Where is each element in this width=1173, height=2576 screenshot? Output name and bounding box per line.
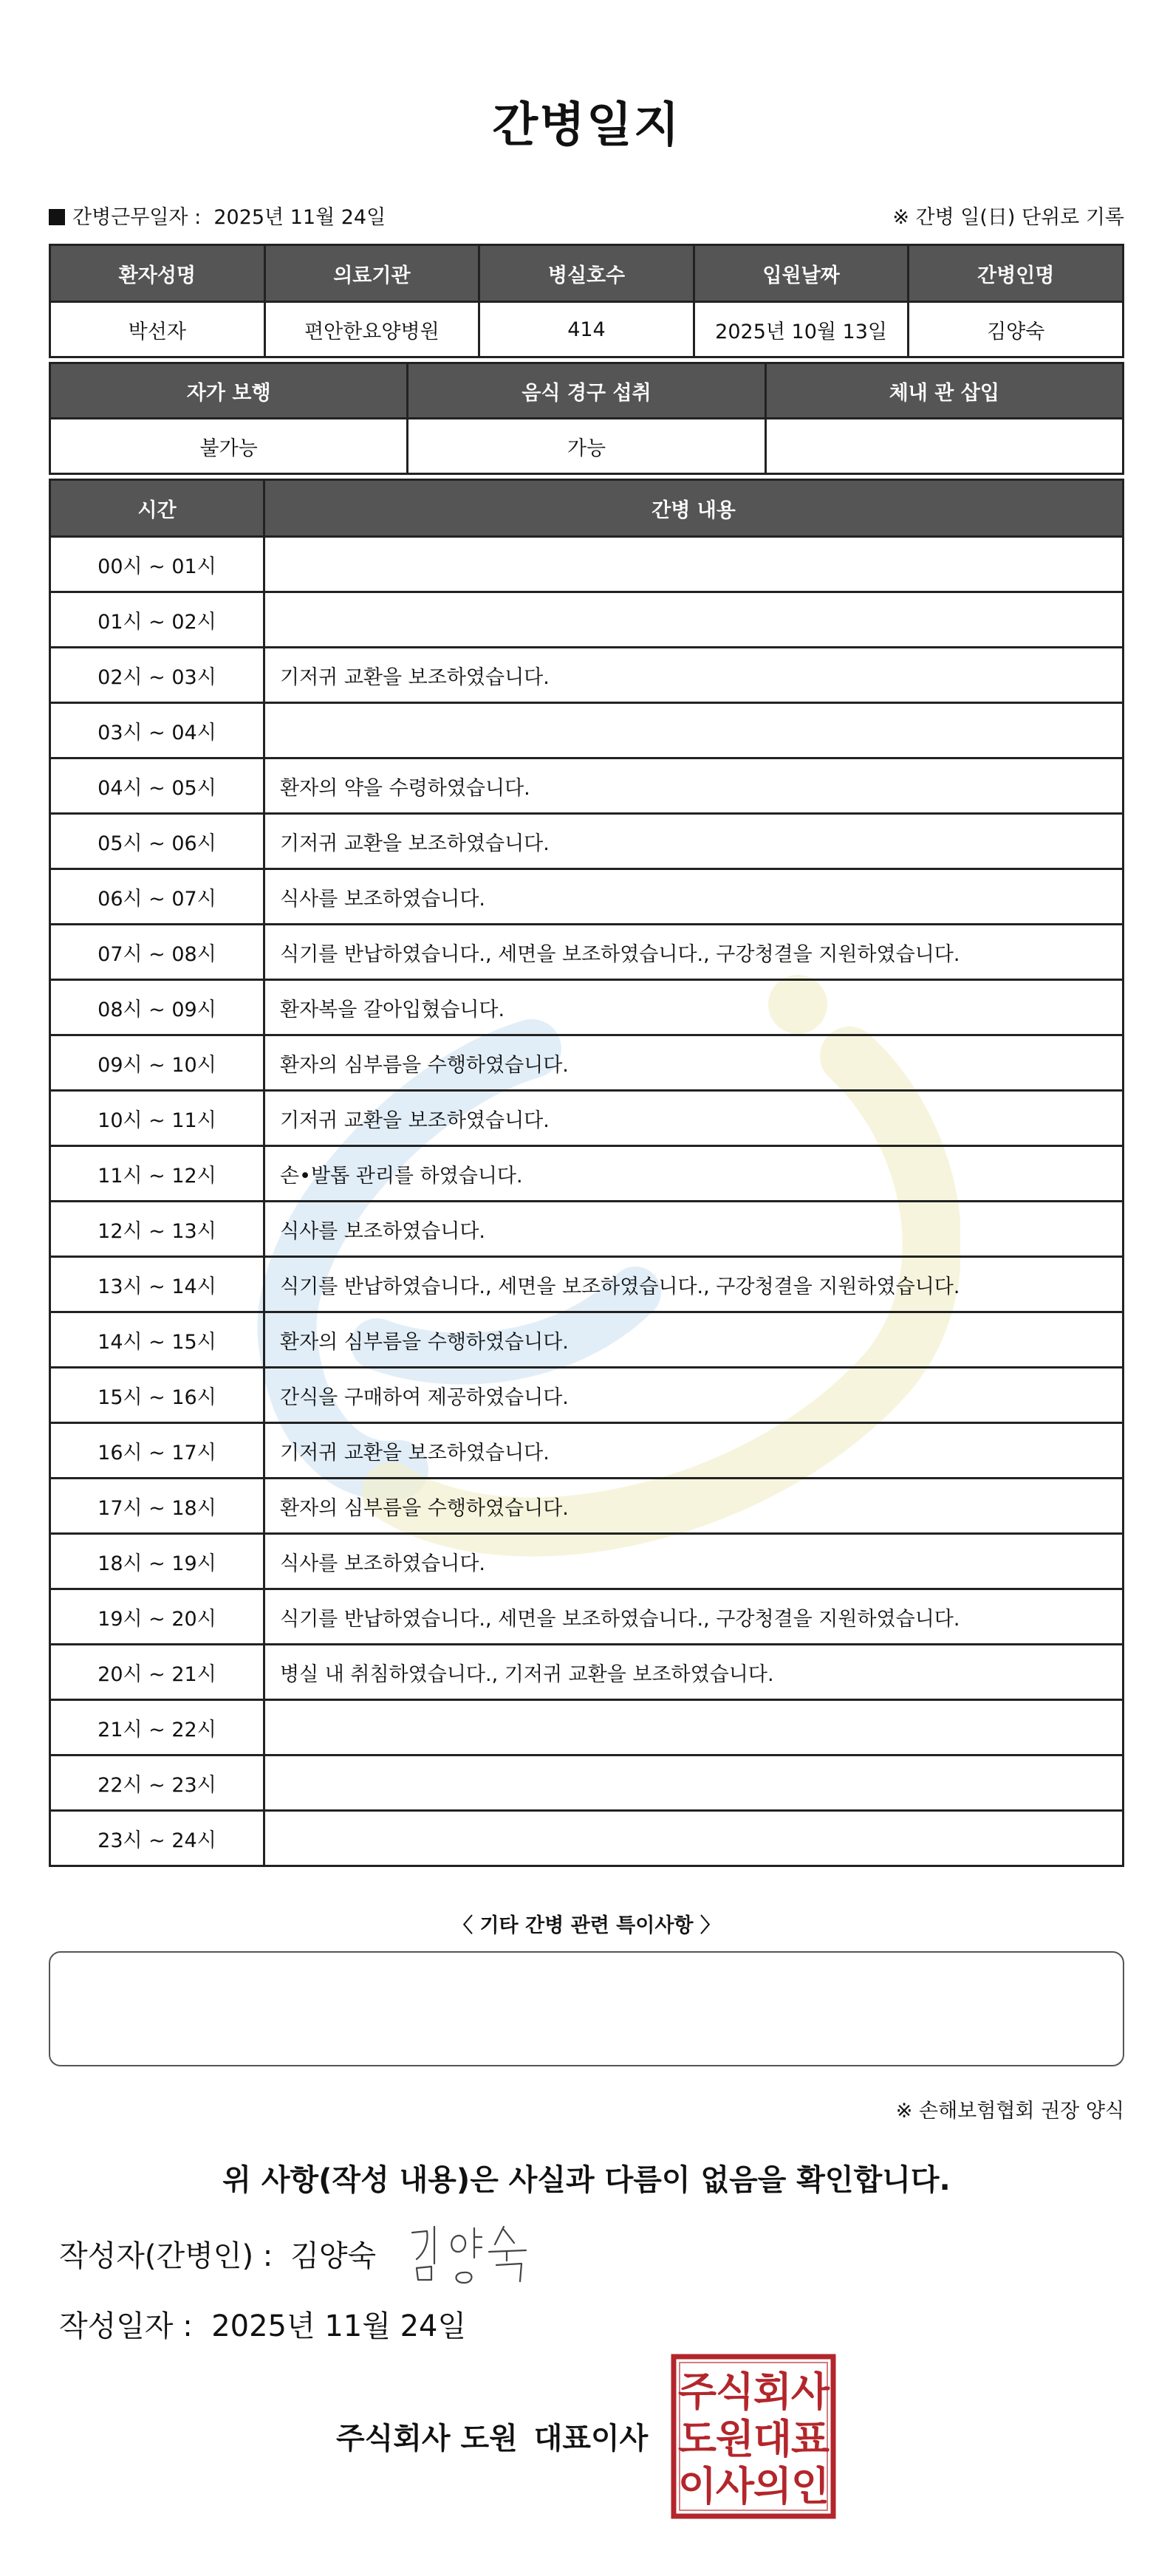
seal-glyph: 회 <box>753 2368 793 2415</box>
log-content-cell: 식사를 보조하였습니다. <box>264 869 1124 925</box>
unit-note: ※ 간병 일(日) 단위로 기록 <box>892 206 1124 229</box>
seal-glyph: 이 <box>677 2463 717 2510</box>
self-walking-cell: 불가능 <box>50 419 408 474</box>
patient-status-table <box>49 362 1124 475</box>
seal-glyph: 주 <box>677 2368 717 2415</box>
special-notes-box <box>49 1951 1124 2066</box>
header-tube-insertion: 체내 관 삽입 <box>765 363 1123 419</box>
form-recommendation-note: ※ 손해보험협회 권장 양식 <box>895 2100 1124 2123</box>
log-content-cell: 식기를 반납하였습니다., 세면을 보조하였습니다., 구강청결을 지원하였습니다. <box>264 925 1124 980</box>
log-row <box>50 758 1124 814</box>
header-caregiver-name: 간병인명 <box>909 245 1124 302</box>
log-row <box>50 1312 1124 1368</box>
log-row <box>50 537 1124 592</box>
log-time-cell: 05시 ~ 06시 <box>50 814 264 869</box>
handwritten-signature <box>406 2219 547 2286</box>
header-admission-date: 입원날짜 <box>694 245 909 302</box>
written-date-line <box>59 2303 466 2345</box>
log-row <box>50 703 1124 758</box>
log-content-cell: 식기를 반납하였습니다., 세면을 보조하였습니다., 구강청결을 지원하였습니다. <box>264 1589 1124 1645</box>
log-row <box>50 1091 1124 1146</box>
company-seal-stamp <box>669 2352 838 2521</box>
header-room: 병실호수 <box>479 245 694 302</box>
log-row <box>50 1811 1124 1866</box>
tube-insertion-cell <box>765 419 1123 474</box>
square-bullet-icon <box>49 209 65 225</box>
log-time-cell: 02시 ~ 03시 <box>50 648 264 703</box>
log-time-cell: 10시 ~ 11시 <box>50 1091 264 1146</box>
log-time-cell: 16시 ~ 17시 <box>50 1423 264 1479</box>
document-title: 간병일지 <box>492 98 681 153</box>
log-time-cell: 17시 ~ 18시 <box>50 1479 264 1534</box>
special-notes-title: 〈 기타 간병 관련 특이사항 〉 <box>453 1914 720 1937</box>
log-time-cell: 19시 ~ 20시 <box>50 1589 264 1645</box>
log-row <box>50 1146 1124 1202</box>
hospital-cell: 편안한요양병원 <box>264 302 479 357</box>
log-row <box>50 1645 1124 1700</box>
log-row <box>50 1423 1124 1479</box>
status-value-row <box>50 419 1124 474</box>
log-time-cell: 00시 ~ 01시 <box>50 537 264 592</box>
log-content-cell: 병실 내 취침하였습니다., 기저귀 교환을 보조하였습니다. <box>264 1645 1124 1700</box>
written-date-label: 작성일자 : <box>59 2309 193 2343</box>
log-time-cell: 11시 ~ 12시 <box>50 1146 264 1202</box>
room-cell: 414 <box>479 302 694 357</box>
seal-glyph: 의 <box>753 2463 793 2510</box>
header-patient-name: 환자성명 <box>50 245 265 302</box>
work-date-value: 2025년 11월 24일 <box>213 206 386 229</box>
caregiver-name-cell: 김양숙 <box>909 302 1124 357</box>
log-time-cell: 13시 ~ 14시 <box>50 1257 264 1312</box>
log-row <box>50 925 1124 980</box>
representative-title: 대표이사 <box>533 2422 649 2456</box>
log-content-cell: 환자의 약을 수령하였습니다. <box>264 758 1124 814</box>
log-time-cell: 23시 ~ 24시 <box>50 1811 264 1866</box>
writer-label: 작성자(간병인) : <box>59 2239 273 2273</box>
log-time-cell: 03시 ~ 04시 <box>50 703 264 758</box>
log-content-cell: 기저귀 교환을 보조하였습니다. <box>264 1091 1124 1146</box>
log-body <box>50 537 1124 1866</box>
log-content-cell: 기저귀 교환을 보조하였습니다. <box>264 814 1124 869</box>
log-row <box>50 869 1124 925</box>
log-content-cell: 환자의 심부름을 수행하였습니다. <box>264 1479 1124 1534</box>
header-content: 간병 내용 <box>264 480 1124 537</box>
log-time-cell: 15시 ~ 16시 <box>50 1368 264 1423</box>
header-self-walking: 자가 보행 <box>50 363 408 419</box>
log-row <box>50 814 1124 869</box>
log-time-cell: 20시 ~ 21시 <box>50 1645 264 1700</box>
hourly-log-table <box>49 479 1124 1867</box>
log-row <box>50 1755 1124 1811</box>
seal-glyph: 인 <box>790 2463 830 2510</box>
status-header-row <box>50 363 1124 419</box>
log-content-cell: 식사를 보조하였습니다. <box>264 1202 1124 1257</box>
log-row <box>50 648 1124 703</box>
log-time-cell: 08시 ~ 09시 <box>50 980 264 1035</box>
log-time-cell: 12시 ~ 13시 <box>50 1202 264 1257</box>
log-row <box>50 1202 1124 1257</box>
log-row <box>50 1700 1124 1755</box>
header-time: 시간 <box>50 480 264 537</box>
log-row <box>50 980 1124 1035</box>
seal-glyph: 대 <box>753 2416 793 2462</box>
log-content-cell <box>264 1811 1124 1866</box>
log-row <box>50 1035 1124 1091</box>
patient-info-table <box>49 244 1124 358</box>
log-content-cell: 환자의 심부름을 수행하였습니다. <box>264 1312 1124 1368</box>
log-content-cell <box>264 1755 1124 1811</box>
writer-name: 김양숙 <box>290 2239 377 2273</box>
seal-glyph: 표 <box>790 2416 830 2462</box>
seal-glyph: 사 <box>790 2368 830 2415</box>
patient-name-cell: 박선자 <box>50 302 265 357</box>
log-row <box>50 1534 1124 1589</box>
work-date-label: 간병근무일자 : <box>72 206 202 229</box>
log-time-cell: 18시 ~ 19시 <box>50 1534 264 1589</box>
log-content-cell: 간식을 구매하여 제공하였습니다. <box>264 1368 1124 1423</box>
log-content-cell: 환자복을 갈아입혔습니다. <box>264 980 1124 1035</box>
log-header-row <box>50 480 1124 537</box>
log-content-cell <box>264 537 1124 592</box>
company-line <box>336 2415 648 2457</box>
log-content-cell: 식기를 반납하였습니다., 세면을 보조하였습니다., 구강청결을 지원하였습니다. <box>264 1257 1124 1312</box>
log-row <box>50 1479 1124 1534</box>
log-time-cell: 14시 ~ 15시 <box>50 1312 264 1368</box>
log-row <box>50 592 1124 648</box>
admission-date-cell: 2025년 10월 13일 <box>694 302 909 357</box>
log-content-cell: 기저귀 교환을 보조하였습니다. <box>264 648 1124 703</box>
writer-line <box>59 2233 376 2275</box>
log-content-cell: 손•발톱 관리를 하였습니다. <box>264 1146 1124 1202</box>
seal-glyph: 도 <box>677 2416 717 2462</box>
log-time-cell: 04시 ~ 05시 <box>50 758 264 814</box>
log-content-cell: 환자의 심부름을 수행하였습니다. <box>264 1035 1124 1091</box>
log-row <box>50 1589 1124 1645</box>
log-time-cell: 09시 ~ 10시 <box>50 1035 264 1091</box>
log-row <box>50 1257 1124 1312</box>
seal-glyph: 원 <box>715 2416 755 2462</box>
header-hospital: 의료기관 <box>264 245 479 302</box>
work-date-line <box>49 201 386 230</box>
log-content-cell <box>264 1700 1124 1755</box>
oral-intake-cell: 가능 <box>408 419 765 474</box>
company-name: 주식회사 도원 <box>336 2422 518 2456</box>
log-time-cell: 22시 ~ 23시 <box>50 1755 264 1811</box>
patient-value-row <box>50 302 1124 357</box>
log-content-cell: 식사를 보조하였습니다. <box>264 1534 1124 1589</box>
log-time-cell: 01시 ~ 02시 <box>50 592 264 648</box>
log-row <box>50 1368 1124 1423</box>
seal-glyph: 사 <box>715 2463 755 2510</box>
header-oral-intake: 음식 경구 섭취 <box>408 363 765 419</box>
log-content-cell: 기저귀 교환을 보조하였습니다. <box>264 1423 1124 1479</box>
written-date-value: 2025년 11월 24일 <box>211 2309 467 2343</box>
log-time-cell: 07시 ~ 08시 <box>50 925 264 980</box>
log-time-cell: 06시 ~ 07시 <box>50 869 264 925</box>
seal-glyph: 식 <box>715 2368 755 2415</box>
log-content-cell <box>264 703 1124 758</box>
log-time-cell: 21시 ~ 22시 <box>50 1700 264 1755</box>
patient-header-row <box>50 245 1124 302</box>
log-content-cell <box>264 592 1124 648</box>
confirmation-statement: 위 사항(작성 내용)은 사실과 다름이 없음을 확인합니다. <box>222 2163 951 2197</box>
